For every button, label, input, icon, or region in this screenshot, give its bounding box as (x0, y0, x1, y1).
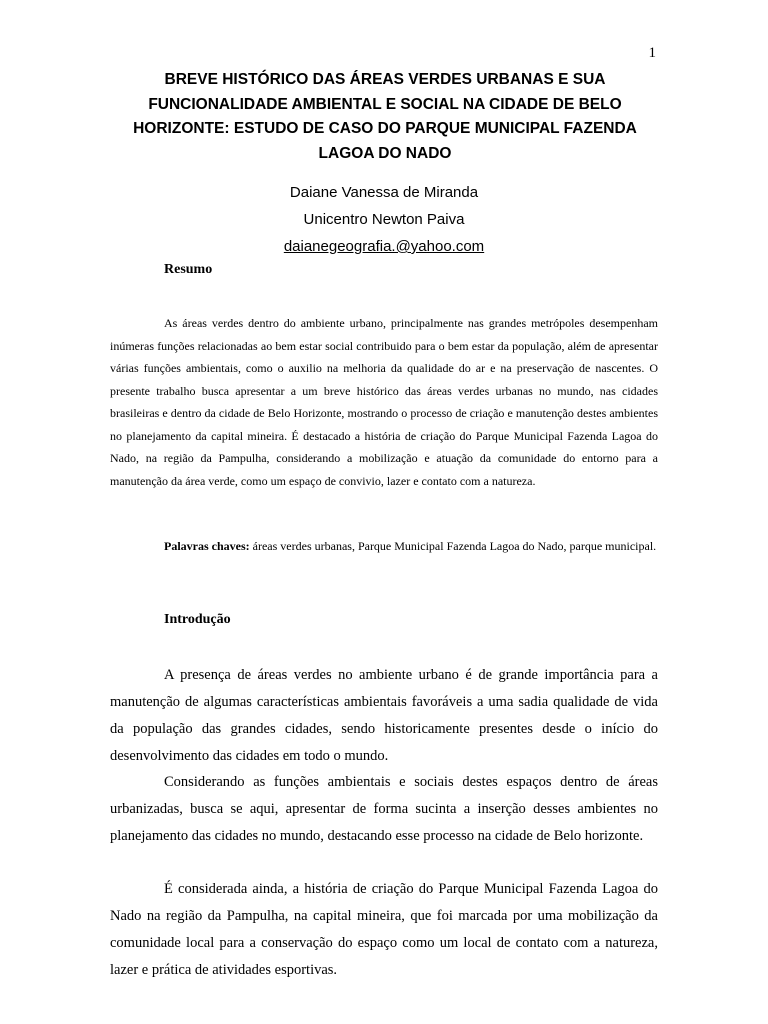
author-name: Daiane Vanessa de Miranda (289, 184, 479, 201)
keywords (110, 535, 658, 558)
author-email-link[interactable]: daianegeografia.@yahoo.com (283, 238, 485, 255)
author-institution: Unicentro Newton Paiva (303, 211, 465, 228)
page-number: 1 (648, 45, 656, 61)
abstract-text: As áreas verdes dentro do ambiente urbano, principalmente nas grandes metrópoles desempenham inúmeras funções relacionadas ao bem estar social contribuido para o bem estar da população, além de apresentar várias funções ambientais, como o auxilio na melhoria da qualidade do ar e na preservação de nascentes. O presente trabalho busca apresentar a um breve histórico das áreas verdes urbanas no mundo, nas cidades brasileiras e dentro da cidade de Belo Horizonte, mostrando o processo de criação e manutenção destes ambientes no planejamento da capital mineira. É destacado a história de criação do Parque Municipal Fazenda Lagoa do Nado, na região da Pampulha, considerando a mobilização e atuação da comunidade do entorno para a manutenção da área verde, como um espaço de convivio, lazer e contato com a natureza. (110, 316, 658, 488)
abstract-heading: Resumo (164, 262, 213, 277)
intro-paragraph-2: Considerando as funções ambientais e sociais destes espaços dentro de áreas urbanizadas, busca se aqui, apresentar de forma sucinta a inserção desses ambientes no planejamento das cidades no mundo, destacando esse processo na cidade de Belo horizonte. (110, 774, 658, 844)
keywords-text: áreas verdes urbanas, Parque Municipal Fazenda Lagoa do Nado, parque municipal. (249, 539, 657, 553)
author-block (168, 179, 600, 260)
keywords-label: Palavras chaves: (164, 539, 250, 553)
intro-paragraph-3: É considerada ainda, a história de criação do Parque Municipal Fazenda Lagoa do Nado na região da Pampulha, na capital mineira, que foi marcada por uma mobilização da comunidade local para a conservação do espaço como um local de contato com a natureza, lazer e prática de atividades esportivas. (110, 881, 658, 978)
introduction-heading: Introdução (164, 612, 231, 627)
intro-paragraph-1: A presença de áreas verdes no ambiente urbano é de grande importância para a manutenção de algumas características ambientais favoráveis a uma sadia qualidade de vida da população das grandes cidades, sendo historicamente presentes desde o início do desenvolvimento das cidades em todo o mundo. (110, 667, 658, 764)
paper-title: BREVE HISTÓRICO DAS ÁREAS VERDES URBANAS E SUA FUNCIONALIDADE AMBIENTAL E SOCIAL NA CIDADE DE BELO HORIZONTE: ESTUDO DE CASO DO PARQUE MUNICIPAL FAZENDA LAGOA DO NADO (133, 71, 637, 162)
